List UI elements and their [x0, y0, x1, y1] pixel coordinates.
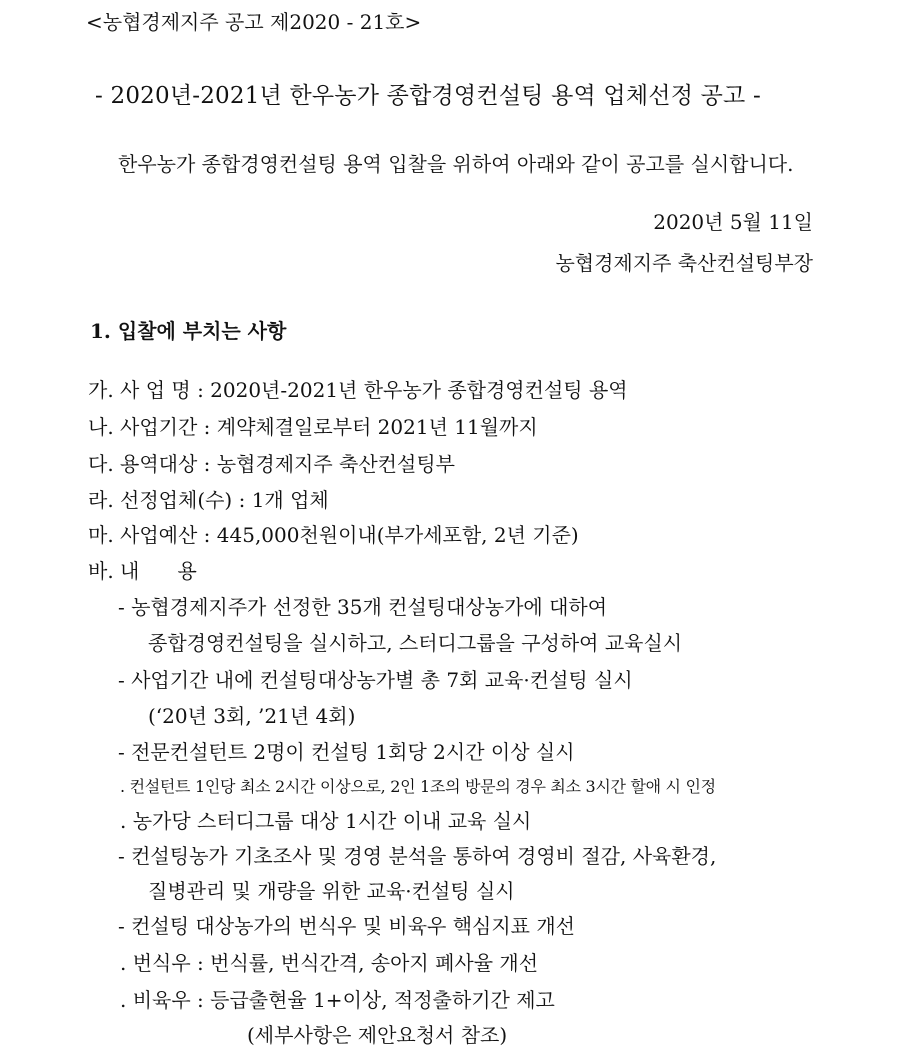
document-title: - 2020년-2021년 한우농가 종합경영컨설팅 용역 업체선정 공고 - [95, 83, 761, 109]
content-line: (세부사항은 제안요청서 참조) [247, 1023, 508, 1047]
section-heading: 1. 입찰에 부치는 사항 [90, 319, 287, 343]
notice-date: 2020년 5월 11일 [653, 210, 813, 234]
content-line: - 농협경제지주가 선정한 35개 컨설팅대상농가에 대하여 [118, 595, 608, 619]
content-line: 종합경영컨설팅을 실시하고, 스터디그룹을 구성하여 교육실시 [148, 631, 683, 655]
content-line: (‘20년 3회, ’21년 4회) [148, 704, 356, 728]
content-line: . 컨설턴트 1인당 최소 2시간 이상으로, 2인 1조의 방문의 경우 최소 3시간 할애 시 인정 [120, 777, 716, 796]
issuer: 농협경제지주 축산컨설팅부장 [555, 251, 813, 275]
item-project-period: 나. 사업기간 : 계약체결일로부터 2021년 11월까지 [88, 415, 538, 439]
item-content-heading: 바. 내 용 [88, 559, 197, 583]
content-line: - 사업기간 내에 컨설팅대상농가별 총 7회 교육·컨설팅 실시 [118, 668, 633, 692]
item-selected-count: 라. 선정업체(수) : 1개 업체 [88, 488, 329, 512]
intro-paragraph: 한우농가 종합경영컨설팅 용역 입찰을 위하여 아래와 같이 공고를 실시합니다. [118, 152, 794, 176]
notice-number: <농협경제지주 공고 제2020 - 21호> [86, 10, 422, 34]
content-line: - 컨설팅농가 기초조사 및 경영 분석을 통하여 경영비 절감, 사육환경, [118, 844, 717, 868]
content-line: - 전문컨설턴트 2명이 컨설팅 1회당 2시간 이상 실시 [118, 740, 575, 764]
content-line: - 컨설팅 대상농가의 번식우 및 비육우 핵심지표 개선 [118, 914, 575, 938]
item-project-name: 가. 사 업 명 : 2020년-2021년 한우농가 종합경영컨설팅 용역 [88, 378, 628, 402]
item-service-target: 다. 용역대상 : 농협경제지주 축산컨설팅부 [88, 452, 455, 476]
content-line: . 비육우 : 등급출현율 1+이상, 적정출하기간 제고 [120, 988, 555, 1012]
content-line: 질병관리 및 개량을 위한 교육·컨설팅 실시 [148, 879, 515, 903]
content-line: . 번식우 : 번식률, 번식간격, 송아지 폐사율 개선 [120, 951, 539, 975]
item-budget: 마. 사업예산 : 445,000천원이내(부가세포함, 2년 기준) [88, 523, 579, 547]
content-line: . 농가당 스터디그룹 대상 1시간 이내 교육 실시 [120, 809, 532, 833]
